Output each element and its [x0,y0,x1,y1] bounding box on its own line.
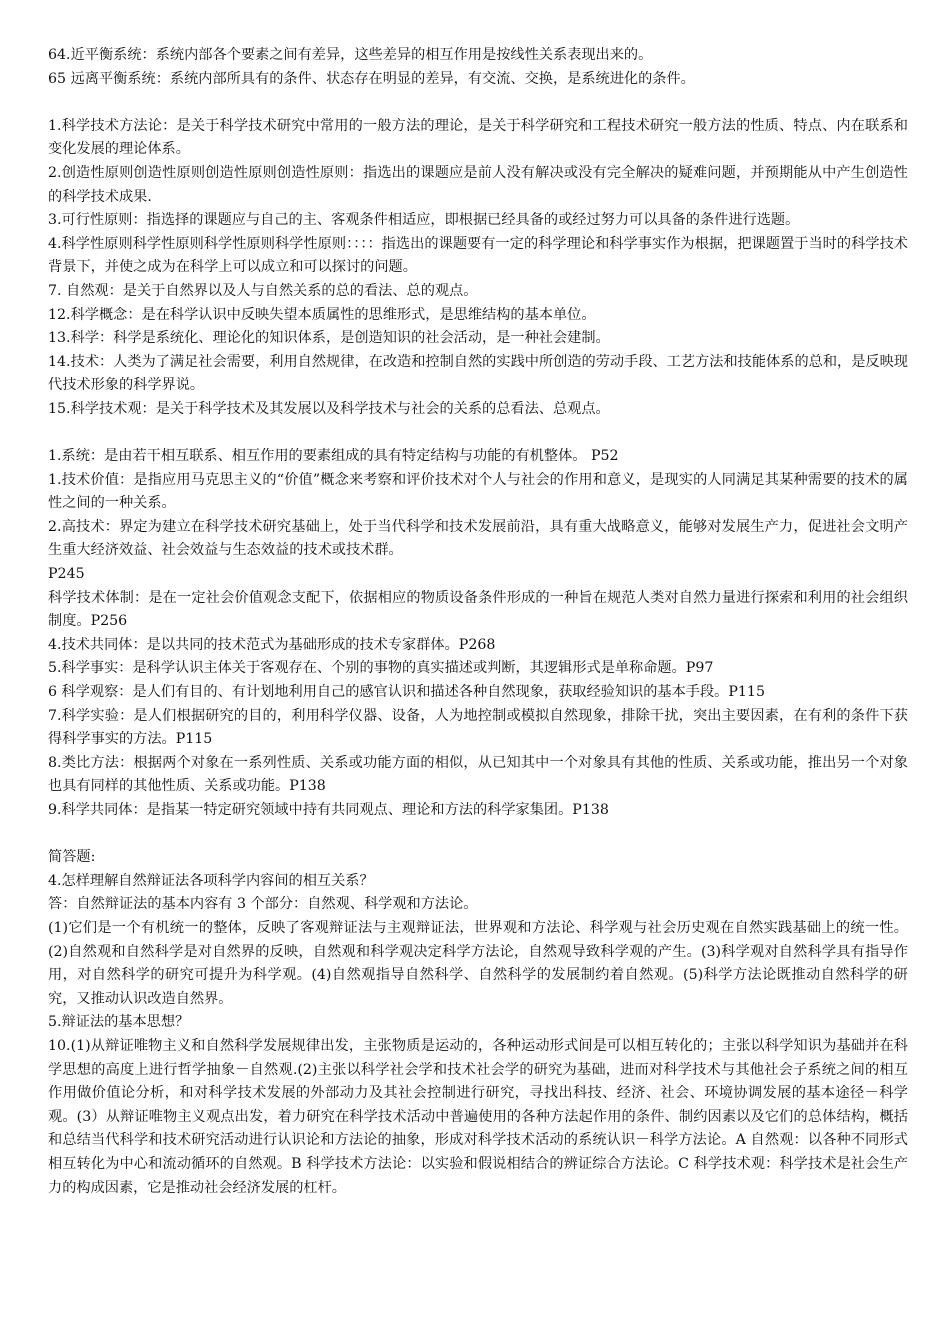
answer-line: 10.(1)从辩证唯物主义和自然科学发展规律出发，主张物质是运动的，各种运动形式间是可以相互转化的；主张以科学知识为基础并在科学思想的高度上进行哲学抽象－自然观.(2)主张以科学社会学和技术社会学的研究为基础，进而对科学技术与其他社会子系统之间的相互作用做价值论分析，和对科学技术发展的外部动力及其社会控制进行研究，寻找出科技、经济、社会、环境协调发展的基本途径－科学观。(3）从辩证唯物主义观点出发，着力研究在科学技术活动中普遍使用的各种方法起作用的条件、制约因素以及它们的总体结构，概括和总结当代科学和技术研究活动进行认识论和方法论的抽象，形成对科学技术活动的系统认识－科学方法论。A 自然观：以各种不同形式相互转化为中心和流动循环的自然观。B 科学技术方法论：以实验和假说相结合的辨证综合方法论。C 科学技术观：科学技术是社会生产力的构成因素，它是推动社会经济发展的杠杆。 [48,1037,908,1196]
answer-line: (1)它们是一个有机统一的整体，反映了客观辩证法与主观辩证法，世界观和方法论、科学观与社会历史观在自然实践基础上的统一性。(2)自然观和自然科学是对自然界的反映，自然观和科学观决定科学方法论，自然观导致科学观的产生。(3)科学观对自然科学具有指导作用，对自然科学的研究可提升为科学观。(4)自然观指导自然科学、自然科学的发展制约着自然观。(5)科学方法论既推动自然科学的研究，又推动认识改造自然界。 [48,919,908,1007]
text-line: 9.科学共同体：是指某一特定研究领域中持有共同观点、理论和方法的科学家集团。P138 [48,802,609,818]
block-short-answers [48,846,908,1200]
text-line: 7. 自然观：是关于自然界以及人与自然关系的总的看法、总的观点。 [48,282,478,299]
block-methodology-terms [48,115,908,422]
text-line: 12.科学概念：是在科学认识中反映失望本质属性的思维形式，是思维结构的基本单位。 [48,306,596,323]
text-line: 6 科学观察：是人们有目的、有计划地利用自己的感官认识和描述各种自然现象，获取经验知识的基本手段。P115 [48,684,765,701]
text-line: 1.技术价值：是指应用马克思主义的“价值”概念来考察和评价技术对个人与社会的作用和意义，是现实的人同满足其某种需要的技术的属性之间的一种关系。 [48,471,908,512]
text-line: 4.技术共同体：是以共同的技术范式为基础形成的技术专家群体。P268 [48,636,496,653]
text-line: P245 [48,566,85,583]
text-line: 15.科学技术观：是关于科学技术及其发展以及科学技术与社会的关系的总看法、总观点。 [48,400,610,417]
paragraph-gap [48,823,908,847]
text-line: 13.科学：科学是系统化、理论化的知识体系，是创造知识的社会活动，是一种社会建制。 [48,330,610,347]
paragraph-gap [48,422,908,446]
text-line: 科学技术体制：是在一定社会价值观念支配下，依据相应的物质设备条件形成的一种旨在规范人类对自然力量进行探索和利用的社会组织制度。P256 [48,589,908,630]
block-nonequilibrium [48,44,908,91]
text-line: 7.科学实验：是人们根据研究的目的，利用科学仪器、设备，人为地控制或模拟自然现象，排除干扰，突出主要因素，在有利的条件下获得科学事实的方法。P115 [48,707,908,748]
text-line: 3.可行性原则：指选择的课题应与自己的主、客观条件相适应，即根据已经具备的或经过努力可以具备的条件进行选题。 [48,212,800,229]
text-line: 64.近平衡系统：系统内部各个要素之间有差异，这些差异的相互作用是按线性关系表现出来的。 [48,47,653,63]
text-line: 2.创造性原则创造性原则创造性原则创造性原则：指选出的课题应是前人没有解决或没有完全解决的疑难问题，并预期能从中产生创造性的科学技术成果. [48,164,908,205]
question: 5.辩证法的基本思想？ [48,1014,190,1031]
text-line: 1.系统：是由若干相互联系、相互作用的要素组成的具有特定结构与功能的有机整体。 P52 [48,448,619,465]
block-definitions [48,445,908,823]
question: 4.怎样理解自然辩证法各项科学内容间的相互关系？ [48,872,374,889]
text-line: 8.类比方法：根据两个对象在一系列性质、关系或功能方面的相似，从已知其中一个对象具有其他的性质、关系或功能，推出另一个对象也具有同样的其他性质、关系或功能。P138 [48,754,908,795]
text-line: 2.高技术：界定为建立在科学技术研究基础上，处于当代科学和技术发展前沿，具有重大战略意义，能够对发展生产力，促进社会文明产生重大经济效益、社会效益与生态效益的技术或技术群。 [48,518,908,559]
section-heading: 简答题: [48,849,96,866]
text-line: 4.科学性原则科学性原则科学性原则科学性原则：：：：指选出的课题要有一定的科学理论和科学事实作为根据，把课题置于当时的科学技术背景下，并使之成为在科学上可以成立和可以探讨的问题。 [48,235,908,276]
answer-line: 答：自然辩证法的基本内容有 3 个部分：自然观、科学观和方法论。 [48,896,478,913]
text-line: 14.技术：人类为了满足社会需要，利用自然规律，在改造和控制自然的实践中所创造的劳动手段、工艺方法和技能体系的总和，是反映现代技术形象的科学界说。 [48,353,908,394]
text-line: 1.科学技术方法论：是关于科学技术研究中常用的一般方法的理论，是关于科学研究和工程技术研究一般方法的性质、特点、内在联系和变化发展的理论体系。 [48,117,908,158]
text-line: 65 远离平衡系统：系统内部所具有的条件、状态存在明显的差异，有交流、交换，是系统进化的条件。 [48,70,695,87]
text-line: 5.科学事实：是科学认识主体关于客观存在、个别的事物的真实描述或判断，其逻辑形式是单称命题。P97 [48,660,714,677]
paragraph-gap [48,91,908,115]
